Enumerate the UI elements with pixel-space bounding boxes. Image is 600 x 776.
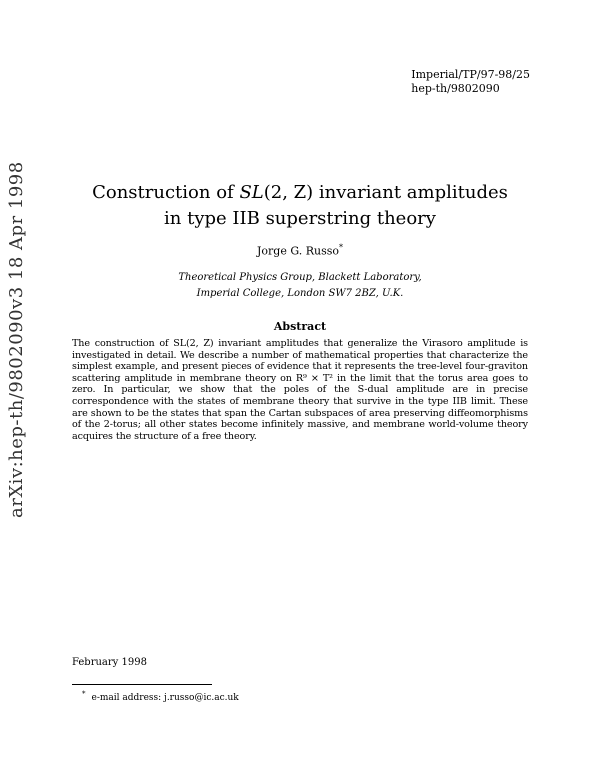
author-footnote-marker: * (339, 243, 343, 252)
author (72, 243, 528, 258)
report-numbers (411, 68, 530, 96)
footnote (82, 690, 239, 703)
paper-title (72, 180, 528, 232)
title-line-2: in type IIB superstring theory (164, 208, 436, 229)
author-name: Jorge G. Russo (256, 244, 339, 258)
date: February 1998 (72, 657, 147, 668)
footnote-text: e-mail address: j.russo@ic.ac.uk (91, 693, 239, 703)
arxiv-number: hep-th/9802090 (411, 82, 500, 95)
affiliation (72, 270, 528, 302)
title-math: SL (239, 182, 264, 203)
abstract-heading: Abstract (273, 320, 327, 333)
affiliation-line-1: Theoretical Physics Group, Blackett Laboratory, (178, 272, 422, 283)
footnote-marker: * (82, 690, 86, 698)
title-line-1: Construction of SL(2, Z) invariant amplitudes (92, 182, 508, 203)
footnote-rule (72, 684, 212, 685)
report-number: Imperial/TP/97-98/25 (411, 68, 530, 81)
abstract-text: The construction of SL(2, Z) invariant amplitudes that generalize the Virasoro amplitude is investigated in detail. We describe a number of mathematical properties that characterize the simplest example, and present pieces of evidence that it represents the tree-level four-graviton scattering amplitude in membrane theory on R⁹ × T² in the limit that the torus area goes to zero. In particular, we show that the poles of the S-dual amplitude are in precise correspondence with the states of membrane theory that survive in the type IIB limit. These are shown to be the states that span the Cartan subspaces of area preserving diffeomorphisms of the 2-torus; all other states become infinitely massive, and membrane world-volume theory acquires the structure of a free theory. (72, 338, 528, 442)
arxiv-side-stamp: arXiv:hep-th/9802090v3 18 Apr 1998 (6, 161, 27, 518)
affiliation-line-2: Imperial College, London SW7 2BZ, U.K. (196, 288, 404, 299)
